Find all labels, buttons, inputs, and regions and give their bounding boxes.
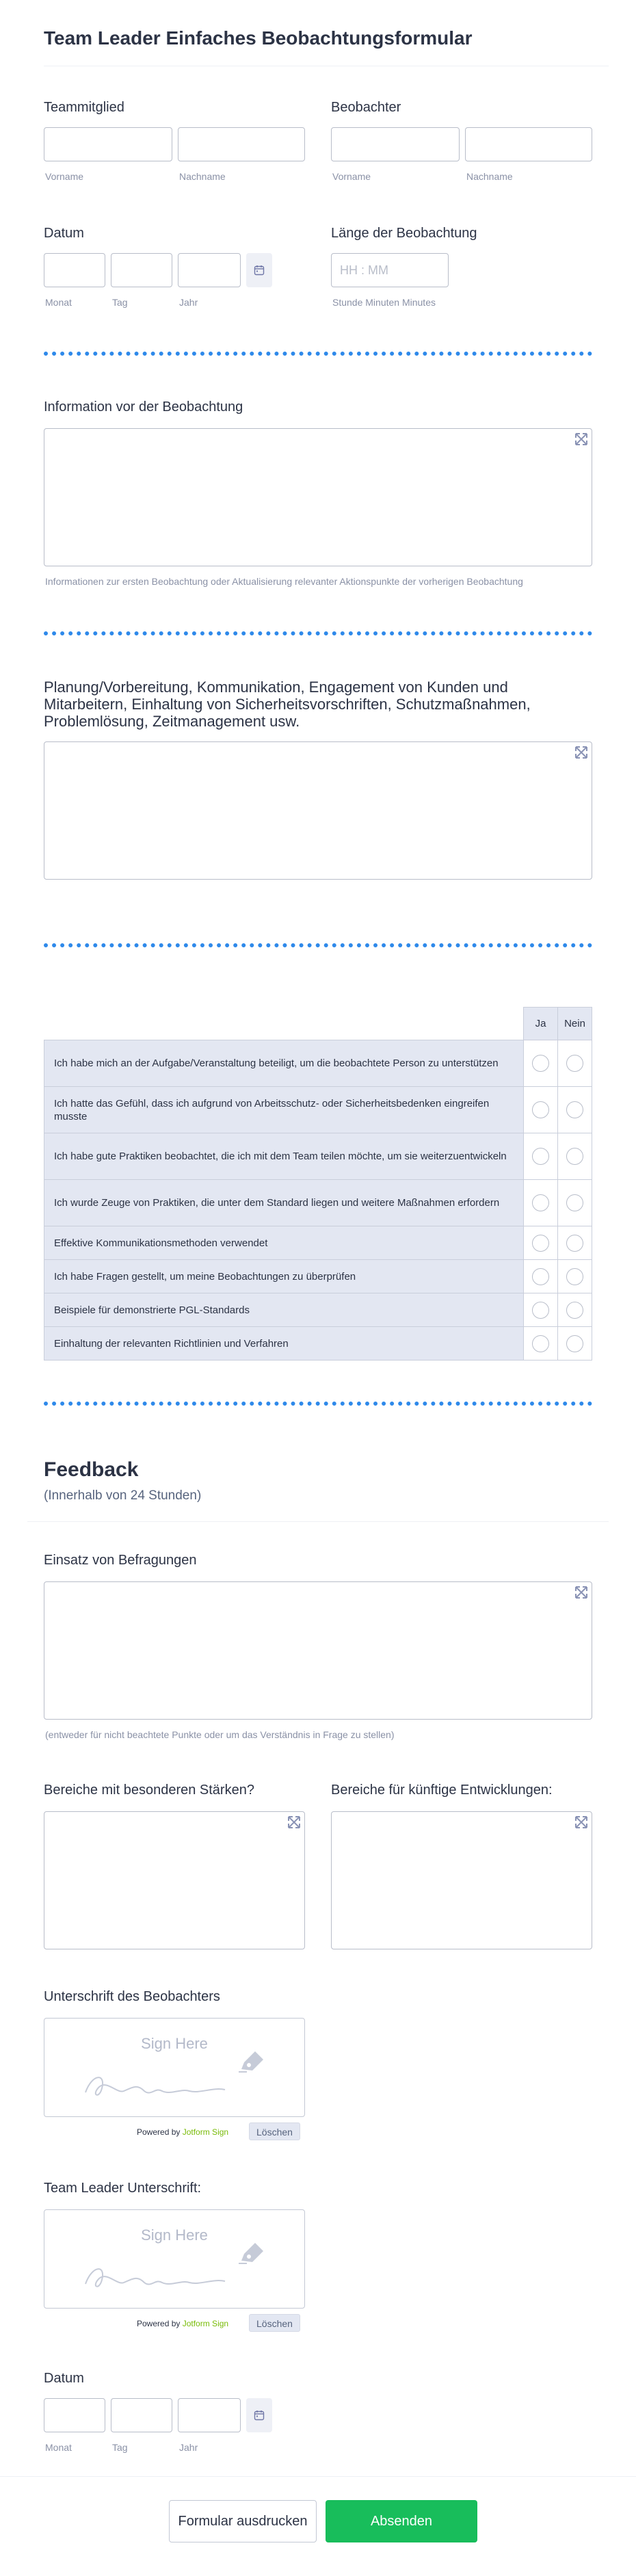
teammitglied-first-sub: Vorname <box>45 171 84 182</box>
sig2-powered-text: Powered by <box>137 2319 181 2328</box>
resize-icon[interactable] <box>574 1585 589 1600</box>
planung-textarea[interactable] <box>44 741 592 880</box>
radio-ja[interactable] <box>532 1268 549 1285</box>
resize-icon[interactable] <box>574 745 589 760</box>
sig1-pad[interactable] <box>44 2018 305 2117</box>
matrix-col-ja: Ja <box>524 1008 558 1040</box>
sig1-placeholder: Sign Here <box>141 2035 208 2052</box>
sig1-brand: Jotform Sign <box>182 2127 229 2137</box>
matrix-row-label: Ich wurde Zeuge von Praktiken, die unter dem Standard liegen und weitere Maßnahmen erfordern <box>44 1180 524 1226</box>
datum2-month-sub: Monat <box>45 2442 72 2453</box>
matrix-row <box>44 1293 592 1327</box>
datum-month-input[interactable] <box>44 253 105 287</box>
beobachter-last-input[interactable] <box>465 127 592 161</box>
matrix-row-label: Ich hatte das Gefühl, dass ich aufgrund von Arbeitsschutz- oder Sicherheitsbedenken eingreifen musste <box>44 1087 524 1133</box>
calendar-icon <box>254 265 265 276</box>
calendar-icon <box>254 2410 265 2421</box>
sig2-brand: Jotform Sign <box>182 2319 229 2328</box>
sig1-label: Unterschrift des Beobachters <box>44 1989 220 2004</box>
calendar-button[interactable] <box>246 253 272 287</box>
entwicklungen-textarea[interactable] <box>331 1811 592 1949</box>
datum-year-sub: Jahr <box>179 297 198 308</box>
page-divider-2 <box>44 631 592 635</box>
datum2-year-sub: Jahr <box>179 2442 198 2453</box>
sig1-powered-text: Powered by <box>137 2127 181 2137</box>
radio-nein[interactable] <box>566 1148 583 1165</box>
datum-label: Datum <box>44 226 84 241</box>
radio-ja[interactable] <box>532 1302 549 1319</box>
page-divider-3 <box>44 943 592 947</box>
feedback-divider <box>27 1521 609 1522</box>
resize-icon[interactable] <box>574 1815 589 1830</box>
matrix-row-label: Effektive Kommunikationsmethoden verwendet <box>44 1226 524 1260</box>
radio-ja[interactable] <box>532 1101 549 1118</box>
laenge-time-input[interactable]: HH : MM <box>331 253 449 287</box>
matrix-corner <box>44 1008 524 1040</box>
datum-month-sub: Monat <box>45 297 72 308</box>
matrix-row-label: Ich habe gute Praktiken beobachtet, die ich mit dem Team teilen möchte, um sie weiterzuentwickeln <box>44 1133 524 1180</box>
matrix-row-label: Ich habe mich an der Aufgabe/Veranstaltung beteiligt, um die beobachtete Person zu unterstützen <box>44 1040 524 1087</box>
info-vorher-textarea[interactable] <box>44 428 592 566</box>
datum-day-input[interactable] <box>111 253 172 287</box>
beobachter-first-input[interactable] <box>331 127 460 161</box>
matrix-row <box>44 1087 592 1133</box>
radio-nein[interactable] <box>566 1055 583 1072</box>
datum-year-input[interactable] <box>178 253 241 287</box>
radio-nein[interactable] <box>566 1335 583 1352</box>
matrix-row-label: Ich habe Fragen gestellt, um meine Beobachtungen zu überprüfen <box>44 1260 524 1293</box>
matrix-row <box>44 1327 592 1361</box>
matrix-row-label: Einhaltung der relevanten Richtlinien und Verfahren <box>44 1327 524 1361</box>
einsatz-sub: (entweder für nicht beachtete Punkte oder um das Verständnis in Frage zu stellen) <box>45 1729 395 1740</box>
sig2-pad[interactable] <box>44 2209 305 2309</box>
observation-matrix <box>44 1007 592 1361</box>
info-vorher-sub: Informationen zur ersten Beobachtung oder Aktualisierung relevanter Aktionspunkte der vorherigen Beobachtung <box>45 576 523 587</box>
staerken-textarea[interactable] <box>44 1811 305 1949</box>
feedback-title: Feedback <box>44 1458 139 1481</box>
beobachter-last-sub: Nachname <box>466 171 513 182</box>
footer-divider <box>0 2476 636 2477</box>
beobachter-first-sub: Vorname <box>332 171 371 182</box>
pen-icon <box>237 2240 267 2265</box>
resize-icon[interactable] <box>574 432 589 447</box>
radio-nein[interactable] <box>566 1101 583 1118</box>
planung-label: Planung/Vorbereitung, Kommunikation, Engagement von Kunden und Mitarbeitern, Einhaltung von Sicherheitsvorschriften, Schutzmaßnahmen, Problemlösung, Zeitmanagement usw. <box>44 679 531 730</box>
radio-nein[interactable] <box>566 1194 583 1211</box>
radio-ja[interactable] <box>532 1055 549 1072</box>
page-divider-1 <box>44 352 592 356</box>
entwicklungen-label: Bereiche für künftige Entwicklungen: <box>331 1783 553 1798</box>
radio-ja[interactable] <box>532 1194 549 1211</box>
teammitglied-first-input[interactable] <box>44 127 172 161</box>
datum2-day-input[interactable] <box>111 2398 172 2432</box>
matrix-row <box>44 1040 592 1087</box>
matrix-row <box>44 1226 592 1260</box>
radio-nein[interactable] <box>566 1302 583 1319</box>
datum2-year-input[interactable] <box>178 2398 241 2432</box>
matrix-row <box>44 1133 592 1180</box>
sig2-placeholder: Sign Here <box>141 2226 208 2244</box>
radio-ja[interactable] <box>532 1235 549 1252</box>
sig1-clear-button[interactable]: Löschen <box>249 2122 300 2140</box>
einsatz-label: Einsatz von Befragungen <box>44 1553 197 1568</box>
page-divider-4 <box>44 1402 592 1406</box>
laenge-sub: Stunde Minuten Minutes <box>332 297 436 308</box>
info-vorher-label: Information vor der Beobachtung <box>44 399 243 415</box>
sig1-powered <box>137 2127 228 2137</box>
datum-day-sub: Tag <box>112 297 128 308</box>
sig2-clear-button[interactable]: Löschen <box>249 2314 300 2332</box>
radio-ja[interactable] <box>532 1148 549 1165</box>
form-title: Team Leader Einfaches Beobachtungsformular <box>44 27 473 49</box>
print-form-button[interactable]: Formular ausdrucken <box>169 2500 317 2542</box>
datum2-month-input[interactable] <box>44 2398 105 2432</box>
feedback-subtitle: (Innerhalb von 24 Stunden) <box>44 1488 202 1503</box>
teammitglied-label: Teammitglied <box>44 100 124 115</box>
calendar-button[interactable] <box>246 2398 272 2432</box>
resize-icon[interactable] <box>287 1815 302 1830</box>
submit-button[interactable]: Absenden <box>326 2500 477 2542</box>
sig2-powered <box>137 2319 228 2328</box>
einsatz-textarea[interactable] <box>44 1581 592 1720</box>
radio-ja[interactable] <box>532 1335 549 1352</box>
radio-nein[interactable] <box>566 1235 583 1252</box>
matrix-row <box>44 1180 592 1226</box>
sig2-label: Team Leader Unterschrift: <box>44 2181 202 2196</box>
laenge-label: Länge der Beobachtung <box>331 226 477 241</box>
matrix-row <box>44 1260 592 1293</box>
staerken-label: Bereiche mit besonderen Stärken? <box>44 1783 254 1798</box>
datum2-day-sub: Tag <box>112 2442 128 2453</box>
matrix-col-nein: Nein <box>558 1008 592 1040</box>
pen-icon <box>237 2049 267 2073</box>
teammitglied-last-input[interactable] <box>178 127 305 161</box>
radio-nein[interactable] <box>566 1268 583 1285</box>
beobachter-label: Beobachter <box>331 100 401 115</box>
matrix-row-label: Beispiele für demonstrierte PGL-Standards <box>44 1293 524 1327</box>
datum2-label: Datum <box>44 2371 84 2386</box>
teammitglied-last-sub: Nachname <box>179 171 226 182</box>
